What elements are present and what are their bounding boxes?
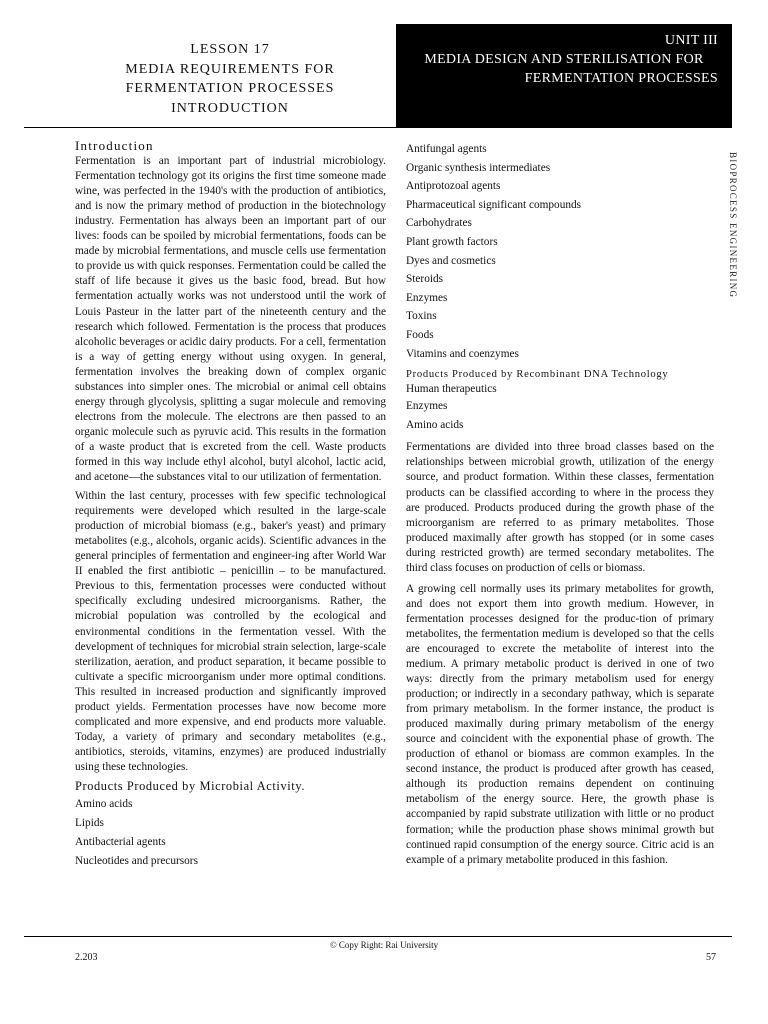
lesson-title-line1: MEDIA REQUIREMENTS FOR xyxy=(125,61,335,77)
section-heading-introduction: Introduction xyxy=(75,138,154,153)
left-column xyxy=(75,138,386,871)
right-column xyxy=(406,140,714,872)
footer-divider xyxy=(24,936,732,937)
footer-code: 2.203 xyxy=(75,952,98,963)
list-item: Lipids xyxy=(75,817,104,830)
list-item: Antifungal agents xyxy=(406,143,487,155)
list-item: Human therapeutics xyxy=(406,383,497,396)
list-item: Enzymes xyxy=(406,400,448,413)
lesson-title-line2: FERMENTATION PROCESSES xyxy=(125,81,335,96)
rdna-products-list xyxy=(406,382,714,434)
list-item: Amino acids xyxy=(75,798,133,811)
list-item: Antibacterial agents xyxy=(75,836,166,849)
lesson-title-line3: INTRODUCTION xyxy=(171,100,289,116)
unit-title-line2: FERMENTATION PROCESSES xyxy=(524,71,718,86)
page-number: 57 xyxy=(706,952,716,963)
unit-banner xyxy=(396,24,732,128)
list-item: Vitamins and coenzymes xyxy=(406,347,519,360)
lesson-number: LESSON 17 xyxy=(190,42,270,57)
list-item: Toxins xyxy=(406,310,437,323)
list-item: Foods xyxy=(406,328,434,341)
list-item: Nucleotides and precursors xyxy=(75,855,198,868)
list-item: Pharmaceutical significant compounds xyxy=(406,198,582,211)
list-item: Dyes and cosmetics xyxy=(406,254,496,267)
list-item: Carbohydrates xyxy=(406,217,472,230)
unit-title-line1: MEDIA DESIGN AND STERILISATION FOR xyxy=(424,52,704,67)
list-item: Steroids xyxy=(406,273,444,286)
list-item: Amino acids xyxy=(406,418,464,431)
classes-paragraph: Fermentations are divided into three broad classes based on the relationships between microbial growth, utilization of the energy source, and product formation. Within these classes, fermentation products can be classified according to where in the process they are produced. Products produced during the growth phase of the microorganism are referred to as primary metabolites. Those produced maximally after growth has stopped (or in some cases during restricted growth) are termed secondary metabolites. The third class focuses on production of cells or biomass. xyxy=(406,441,714,574)
unit-number: UNIT III xyxy=(664,33,718,48)
metabolite-paragraph: A growing cell normally uses its primary metabolites for growth, and does not export them into growth medium. However, in fermentation processes designed for the produc-tion of primary metabolites, the fermentation medium is developed so that the cells are encouraged to excrete the metabolite of interest into the medium. A primary metabolic product is derived in one of two ways: directly from the primary metabolism used for energy production; or indirectly in a secondary pathway, which is separate from primary metabolism. In the former instance, the product is produced maximally during primary metabolism of the energy source and coincident with the exponential phase of growth. The production of ethanol or biomass are common examples. In the second instance, the product is produced after growth has ceased, although its production remains dependent on continuing metabolism of the energy source. Here, the growth phase is accompanied by rapid substrate utilization with little or no product formation; while the production phase shows minimal growth but continued rapid consumption of the energy source. Citric acid is an example of a primary metabolite produced in this fashion. xyxy=(406,582,714,866)
microbial-products-heading: Products Produced by Microbial Activity. xyxy=(75,778,306,793)
intro-paragraph-2: Within the last century, processes with few specific technological requirements were developed which resulted in the large-scale production of microbial biomass (e.g., baker's yeast) and primary metabolites (e.g., alcohols, organic acids). Scientific advances in the general principles of fermentation and engineer-ing after World War II enabled the first antibiotic – penicillin – to be manufactured. Previous to this, fermentation processes were conducted without specifically excluding undesired microorganisms. Rather, the microbial population was controlled by the ecological and environmental conditions in the fermentation vessel. With the development of techniques for microbial strain selection, large-scale sterilization, aeration, and product separation, it became possible to cultivate a specific microorganism under more optimal conditions. This resulted in increased production and significantly improved product yields. Fermentation processes have now become more complicated and more expensive, and end products more valuable. Today, a variety of primary and secondary metabolites (e.g., antibiotics, steroids, vitamins, enzymes) are produced industrially using these technologies. xyxy=(75,490,386,773)
microbial-products-list xyxy=(75,795,386,871)
lesson-header xyxy=(62,40,398,118)
side-running-title: BIOPROCESS ENGINEERING xyxy=(728,152,738,299)
list-item: Antiprotozoal agents xyxy=(406,180,501,193)
microbial-products-list-continued xyxy=(406,140,714,363)
copyright-notice: © Copy Right: Rai University xyxy=(329,940,439,950)
header-divider xyxy=(24,127,732,128)
rdna-products-heading: Products Produced by Recombinant DNA Technology xyxy=(406,369,669,381)
list-item: Organic synthesis intermediates xyxy=(406,161,551,174)
intro-paragraph-1: Fermentation is an important part of industrial microbiology. Fermentation technology got its origins the first time someone made wine, was perfected in the 1940's with the production of antibiotics, and is now the primary method of production in the biotechnology industry. Fermentation has always been an important part of our lives: foods can be spoiled by microbial fermentations, foods can be made by microbial fermentations, and muscle cells use fermentation to provide us with quick responses. Fermentation could be called the staff of life because it gives us the basic food, bread. But how fermentation actually works was not understood until the work of Louis Pasteur in the latter part of the nineteenth century and the research which followed. Fermentation is the process that produces alcoholic beverages or acidic dairy products. For a cell, fermentation is a way of getting energy without using oxygen. In general, fermentation involves the breaking down of complex organic substances into simpler ones. The microbial or animal cell obtains energy through glycolysis, splitting a sugar molecule and removing electrons from the molecule. The electrons are then passed to an organic molecule such as pyruvic acid. This results in the formation of a waste product that is excreted from the cell. Waste products formed in this way include ethyl alcohol, butyl alcohol, lactic acid, and acetone—the substances vital to our utilization of fermentation. xyxy=(75,155,386,484)
list-item: Plant growth factors xyxy=(406,235,498,248)
list-item: Enzymes xyxy=(406,291,448,304)
